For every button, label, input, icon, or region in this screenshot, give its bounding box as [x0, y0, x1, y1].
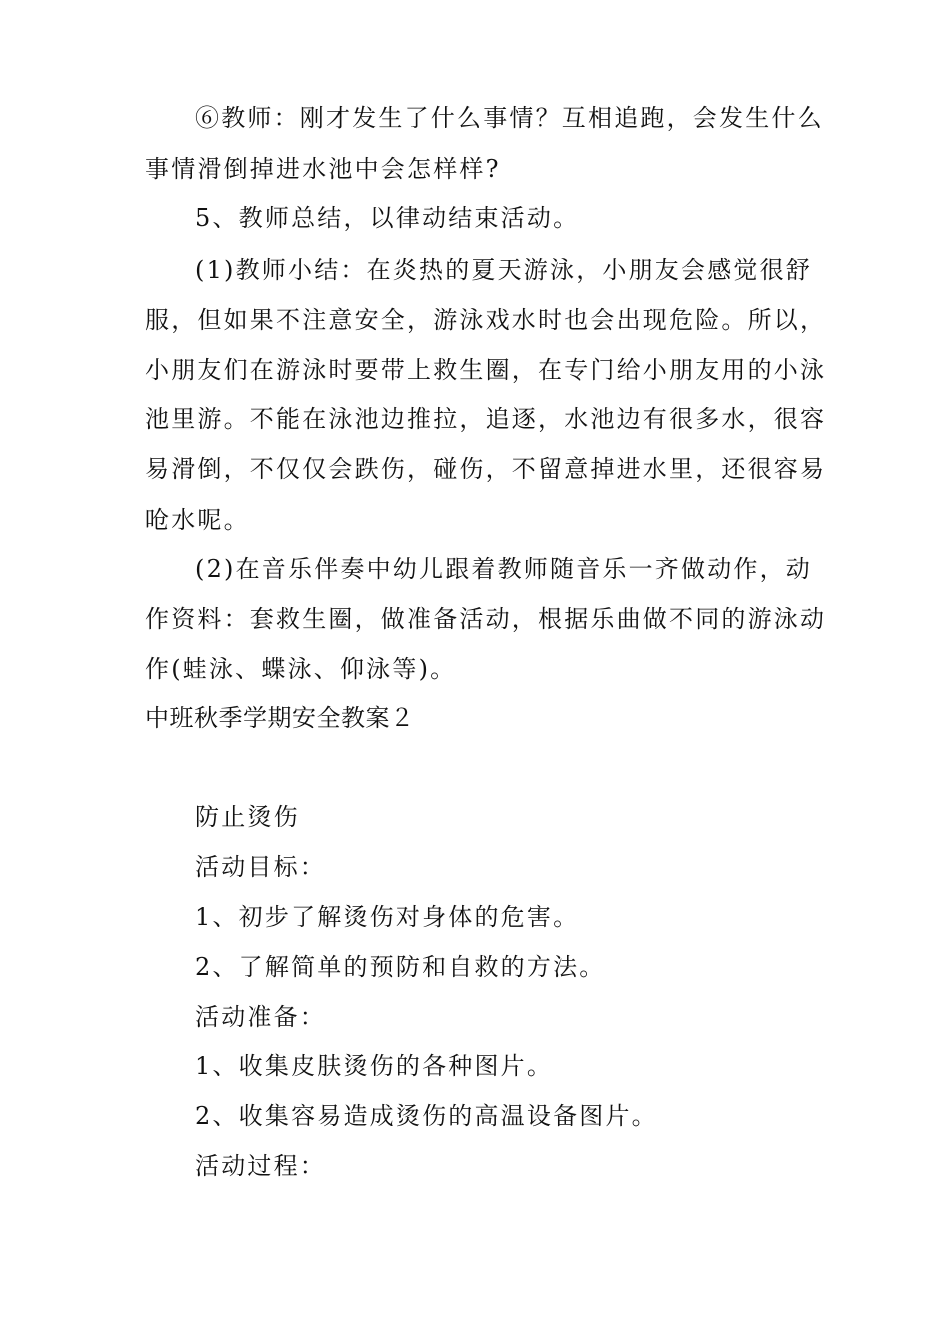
- paragraph-line: 作(蛙泳、蝶泳、仰泳等)。: [145, 655, 457, 683]
- prep-label: 活动准备：: [195, 1003, 326, 1031]
- paragraph-line: 服，但如果不注意安全，游泳戏水时也会出现危险。所以，: [145, 306, 827, 334]
- paragraph-line: 5、教师总结，以律动结束活动。: [195, 204, 580, 232]
- paragraph-line: 事情滑倒掉进水池中会怎样样?: [145, 155, 501, 183]
- paragraph-line: ⑥教师：刚才发生了什么事情？互相追跑，会发生什么: [195, 104, 824, 132]
- paragraph-line: (1)教师小结：在炎热的夏天游泳，小朋友会感觉很舒: [195, 256, 812, 284]
- prep-item: 2、收集容易造成烫伤的高温设备图片。: [195, 1102, 658, 1130]
- section-heading: 中班秋季学期安全教案２: [145, 704, 415, 732]
- paragraph-line: 呛水呢。: [145, 506, 250, 534]
- paragraph-line: 易滑倒，不仅仅会跌伤，碰伤，不留意掉进水里，还很容易: [145, 455, 827, 483]
- goals-label: 活动目标：: [195, 853, 326, 881]
- goal-item: 2、了解简单的预防和自救的方法。: [195, 953, 606, 981]
- goal-item: 1、初步了解烫伤对身体的危害。: [195, 903, 580, 931]
- topic-title: 防止烫伤: [195, 803, 300, 831]
- paragraph-line: 池里游。不能在泳池边推拉，追逐，水池边有很多水，很容: [145, 405, 827, 433]
- prep-item: 1、收集皮肤烫伤的各种图片。: [195, 1052, 554, 1080]
- process-label: 活动过程：: [195, 1152, 326, 1180]
- paragraph-line: 小朋友们在游泳时要带上救生圈，在专门给小朋友用的小泳: [145, 356, 827, 384]
- paragraph-line: 作资料：套救生圈，做准备活动，根据乐曲做不同的游泳动: [145, 605, 827, 633]
- paragraph-line: (2)在音乐伴奏中幼儿跟着教师随音乐一齐做动作，动: [195, 555, 812, 583]
